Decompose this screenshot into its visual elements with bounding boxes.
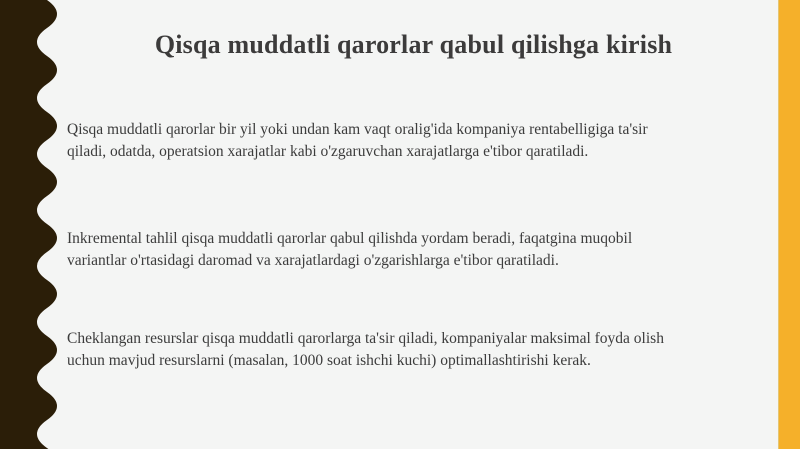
paragraph-line: variantlar o'rtasidagi daromad va xarajatlardagi o'zgarishlarga e'tibor qaratiladi.	[67, 252, 559, 269]
slide-title: Qisqa muddatli qarorlar qabul qilishga kirish	[154, 30, 673, 59]
paragraph-line: uchun mavjud resurslarni (masalan, 1000 soat ishchi kuchi) optimallashtirishi kerak.	[67, 352, 591, 369]
paragraph-limited-resources	[67, 328, 759, 372]
paragraph-line: Qisqa muddatli qarorlar bir yil yoki undan kam vaqt oralig'ida kompaniya rentabelligiga ta'sir	[67, 121, 648, 138]
paragraph-line: Inkremental tahlil qisqa muddatli qarorlar qabul qilishda yordam beradi, faqatgina muqobil	[67, 230, 633, 247]
orange-right-stripe-decoration	[779, 0, 800, 449]
paragraph-line: qiladi, odatda, operatsion xarajatlar kabi o'zgaruvchan xarajatlarga e'tibor qaratiladi.	[67, 143, 589, 160]
paragraph-short-term-decisions	[67, 119, 759, 163]
paragraph-line: Cheklangan resurslar qisqa muddatli qarorlarga ta'sir qiladi, kompaniyalar maksimal foyda olish	[67, 330, 664, 347]
wavy-left-edge-decoration	[0, 0, 70, 449]
paragraph-incremental-analysis	[67, 228, 759, 272]
